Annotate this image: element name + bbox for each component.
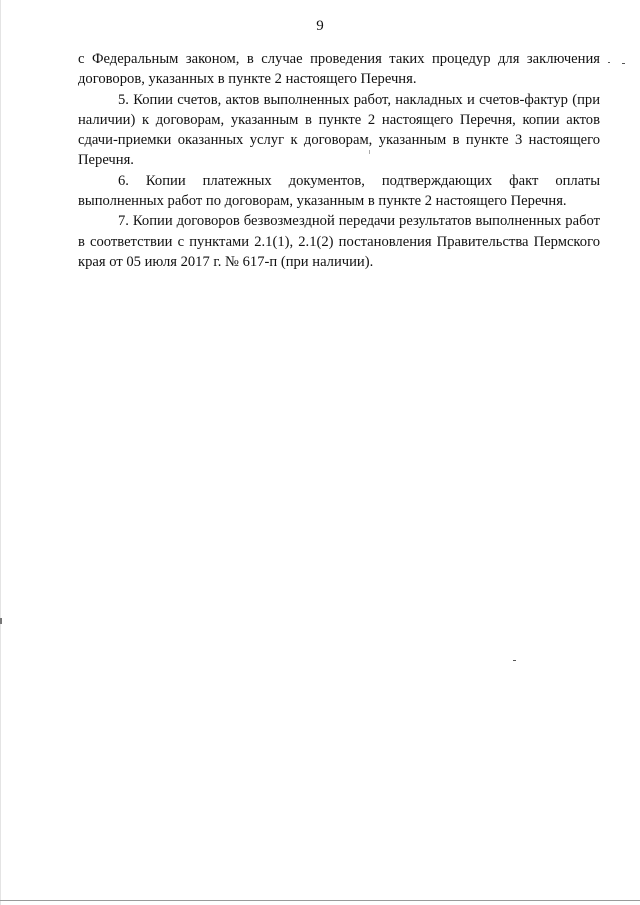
scan-speck: [622, 63, 625, 64]
scan-speck: [369, 150, 370, 154]
paragraph-continuation: с Федеральным законом, в случае проведения таких процедур для заключения договоров, указанных в пункте 2 настоящего Перечня.: [78, 51, 600, 88]
paragraph-item-5: 5. Копии счетов, актов выполненных работ, накладных и счетов-фактур (при наличии) к договорам, указанным в пункте 2 настоящего Перечня, копии актов сдачи-приемки оказанных услуг к договорам, указанным в пункте 3 настоящего Перечня.: [78, 91, 600, 169]
scan-bottom-edge: [0, 900, 640, 901]
page-number: 9: [316, 18, 324, 34]
scan-speck: [608, 62, 610, 63]
document-body: [78, 49, 600, 272]
paragraph-item-6: 6. Копии платежных документов, подтверждающих факт оплаты выполненных работ по договорам, указанным в пункте 2 настоящего Перечня.: [78, 172, 600, 210]
paragraph-item-7: 7. Копии договоров безвозмездной передачи результатов выполненных работ в соответствии с пунктами 2.1(1), 2.1(2) постановления Правительства Пермского края от 05 июля 2017 г. № 617-п (при наличии).: [78, 213, 600, 270]
scan-left-edge: [0, 0, 1, 905]
scan-speck: [0, 618, 2, 624]
scan-speck: [513, 660, 516, 661]
